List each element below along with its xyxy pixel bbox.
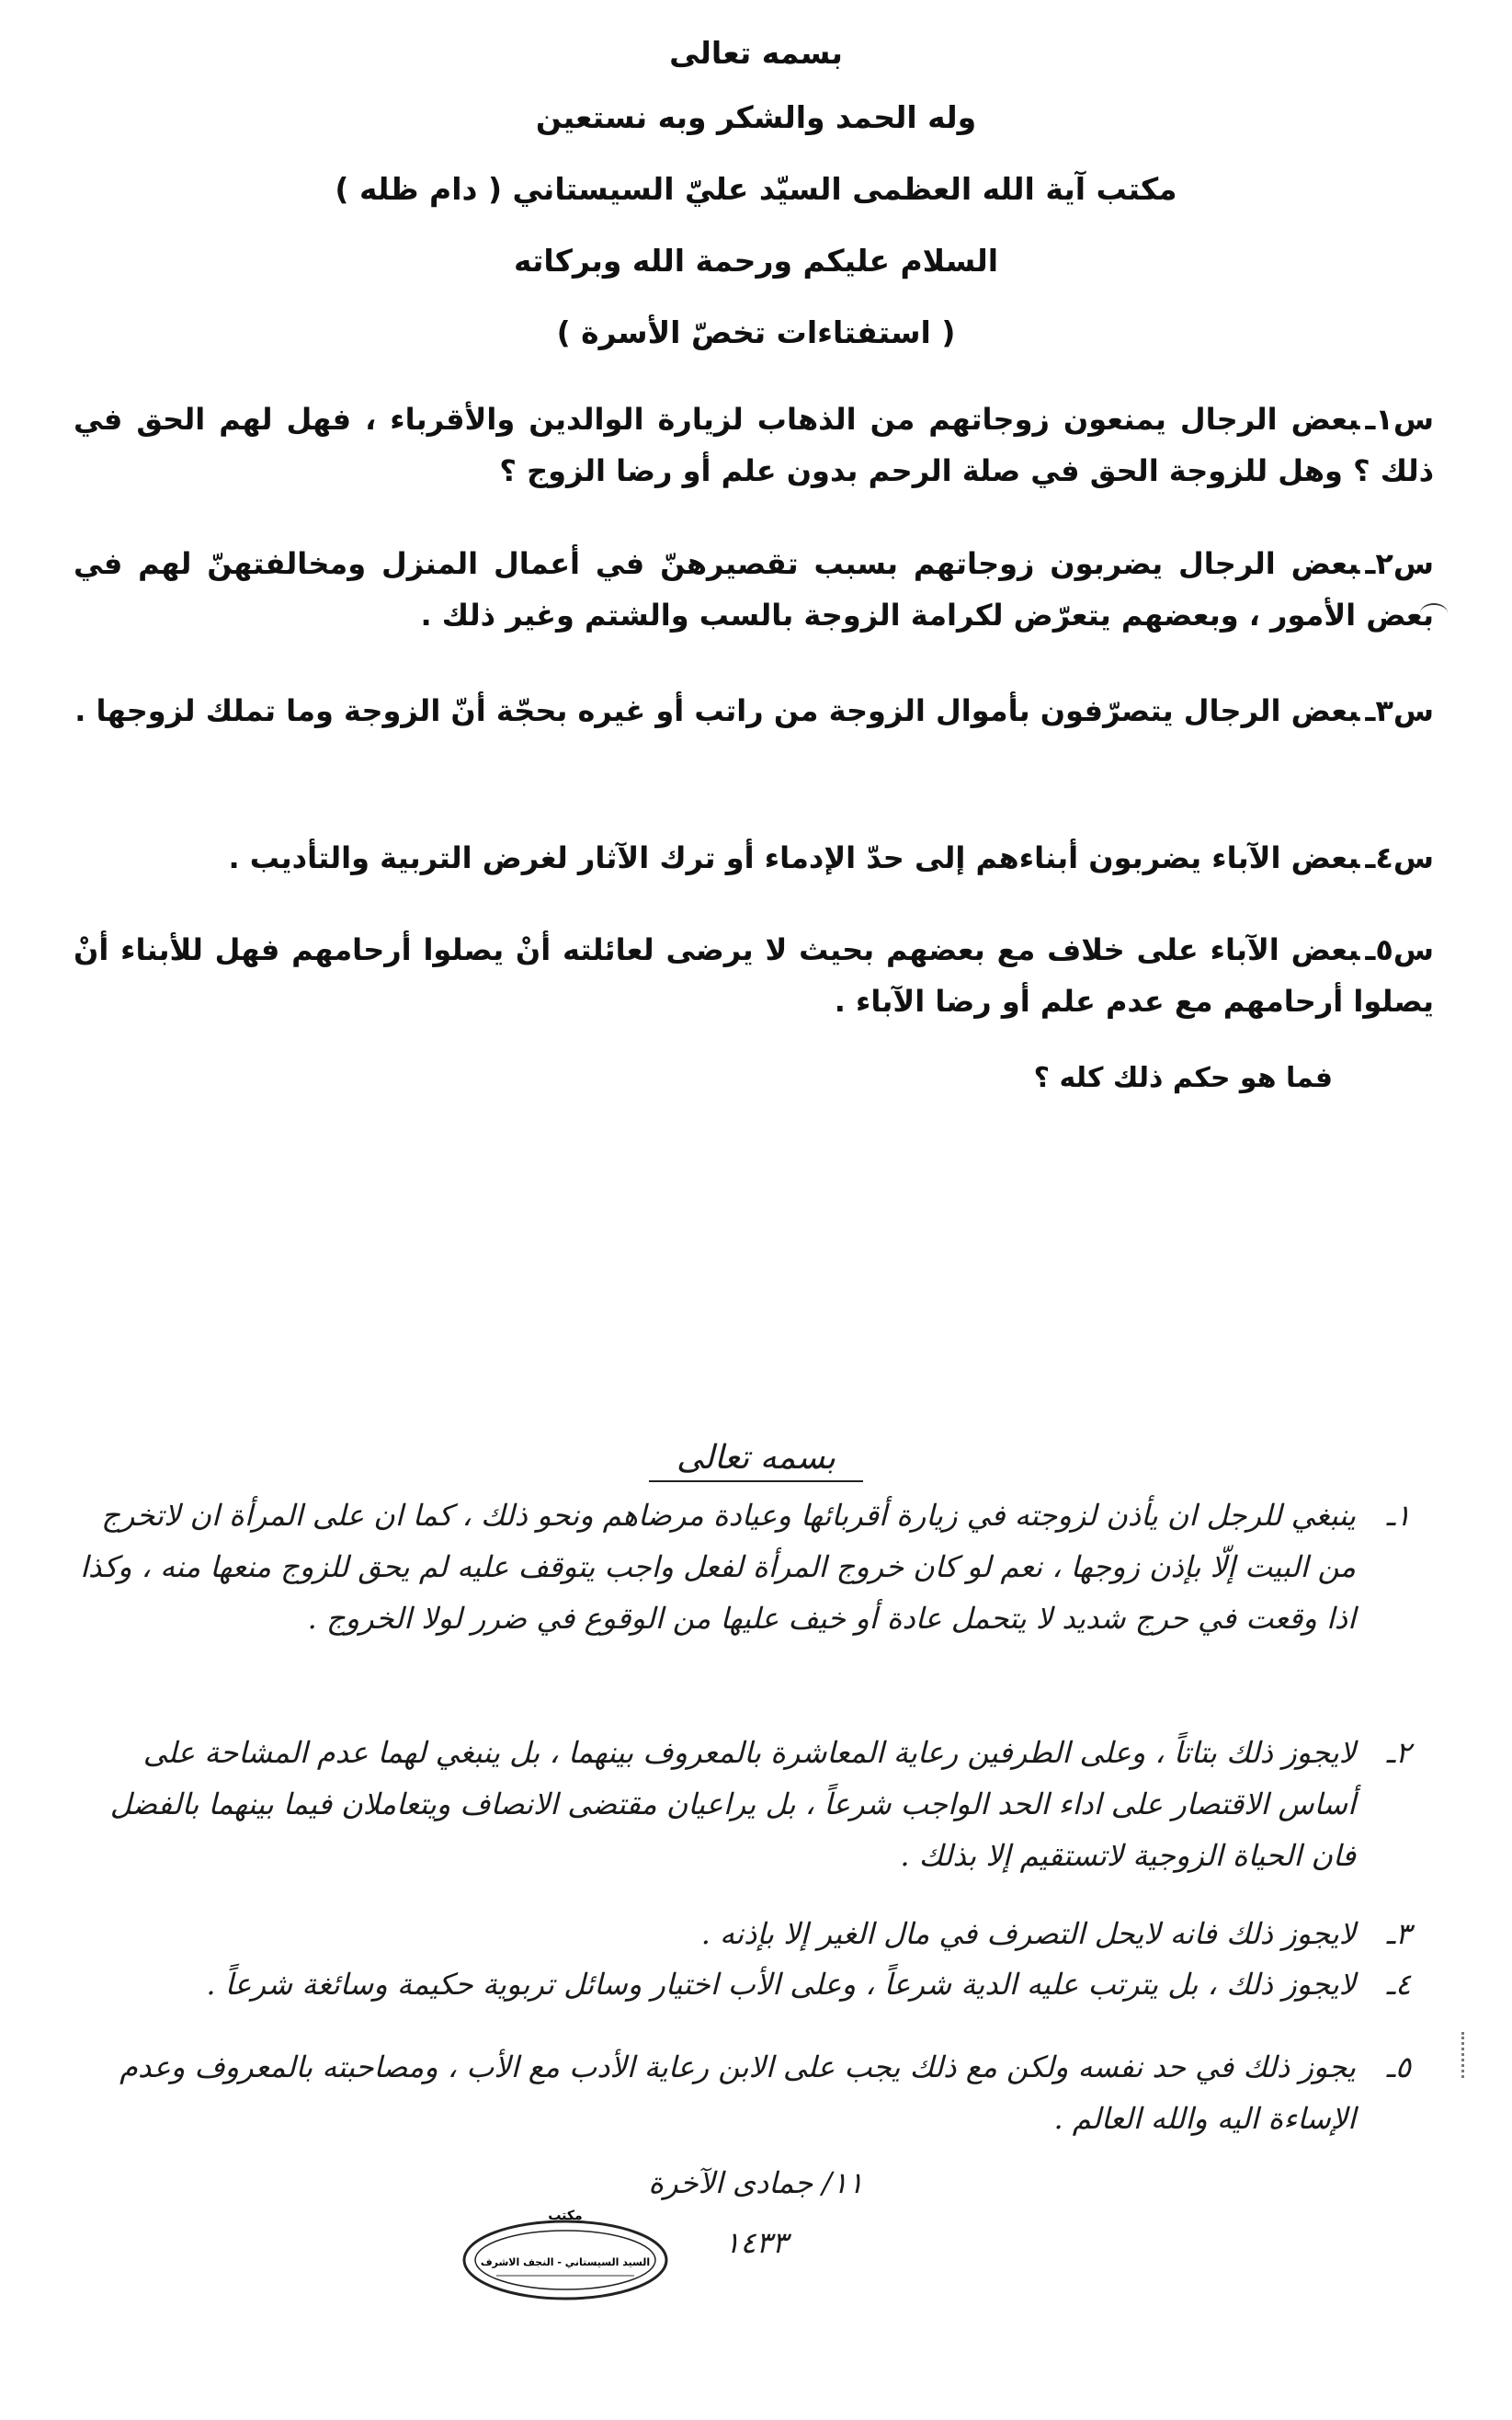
answer-4 [60, 1958, 1411, 2010]
question-number: س٥ـ [1365, 932, 1434, 967]
margin-mark [1461, 2032, 1473, 2078]
answer-2 [60, 1727, 1411, 1881]
office-seal-stamp [460, 2207, 671, 2303]
answer-number: ٤ـ [1386, 1967, 1411, 2002]
answer-basmala: بسمه تعالى [0, 1439, 1512, 1482]
answer-date: ١١/ جمادى الآخرة [648, 2165, 864, 2200]
answer-number: ١ـ [1386, 1498, 1411, 1533]
question-4 [74, 832, 1434, 884]
question-text: بعض الرجال يمنعون زوجاتهم من الذهاب لزيارة الوالدين والأقرباء ، فهل لهم الحق في ذلك ؟ وهل للزوجة الحق في صلة الرحم بدون علم أو رضا الزوج ؟ [74, 402, 1434, 488]
question-3 [74, 685, 1434, 736]
margin-mark [1420, 603, 1448, 623]
office-title: مكتب آية الله العظمى السيّد عليّ السيستاني ( دام ظله ) [335, 171, 1177, 207]
answer-number: ٥ـ [1386, 2049, 1411, 2084]
closing-question: فما هو حكم ذلك كله ؟ [1033, 1062, 1333, 1094]
question-1 [74, 394, 1434, 497]
basmala-heading: بسمه تعالى [669, 35, 843, 71]
subject-line: ( استفتاءات تخصّ الأسرة ) [556, 314, 956, 350]
answer-number: ٢ـ [1386, 1735, 1411, 1770]
question-number: س١ـ [1365, 402, 1434, 437]
answer-text: يجوز ذلك في حد نفسه ولكن مع ذلك يجب على الابن رعاية الأدب مع الأب ، ومصاحبته بالمعروف وعدم الإساءة اليه والله العالم . [119, 2049, 1356, 2136]
question-text: بعض الرجال يتصرّفون بأموال الزوجة من راتب أو غيره بحجّة أنّ الزوجة وما تملك لزوجها . [74, 693, 1360, 728]
stamp-text: السيد السيستاني - النجف الاشرف [480, 2256, 651, 2268]
answer-number: ٣ـ [1386, 1916, 1411, 1951]
question-5 [74, 924, 1434, 1027]
question-number: س٢ـ [1365, 546, 1434, 581]
question-text: بعض الرجال يضربون زوجاتهم بسبب تقصيرهنّ في أعمال المنزل ومخالفتهنّ لهم في بعض الأمور ، وبعضهم يتعرّض لكرامة الزوجة بالسب والشتم وغير ذلك . [74, 546, 1434, 633]
question-text: بعض الآباء على خلاف مع بعضهم بحيث لا يرضى لعائلته أنْ يصلوا أرحامهم فهل للأبناء أنْ يصلوا أرحامهم مع عدم علم أو رضا الآباء . [74, 932, 1434, 1019]
answer-text: لايجوز ذلك ، بل يترتب عليه الدية شرعاً ، وعلى الأب اختيار وسائل تربوية حكيمة وسائغة شرعاً . [206, 1967, 1356, 2002]
greeting-line: السلام عليكم ورحمة الله وبركاته [513, 243, 999, 279]
answer-text: لايجوز ذلك فانه لايحل التصرف في مال الغير إلا بإذنه . [700, 1916, 1356, 1951]
answer-3 [60, 1908, 1411, 1959]
stamp-label: مكتب [548, 2209, 583, 2223]
praise-line: وله الحمد والشكر وبه نستعين [535, 99, 977, 135]
answer-year: ١٤٣٣ [724, 2225, 788, 2260]
answer-text: ينبغي للرجل ان يأذن لزوجته في زيارة أقربائها وعيادة مرضاهم ونحو ذلك ، كما ان على المرأة ان لاتخرج من البيت إلّا بإذن زوجها ، نعم لو كان خروج المرأة لفعل واجب يتوقف عليه لم يحق للزوج منعها منه ، وكذا اذا وقعت في حرج شديد لا يتحمل عادة أو خيف عليها من الوقوع في ضرر لولا الخروج . [80, 1498, 1356, 1636]
answer-text: لايجوز ذلك بتاتاً ، وعلى الطرفين رعاية المعاشرة بالمعروف بينهما ، بل ينبغي لهما عدم المشاحة على أساس الاقتصار على اداء الحد الواجب شرعاً ، بل يراعيان مقتضى الانصاف ويتعاملان فيما بينهما بالفضل فان الحياة الزوجية لاتستقيم إلا بذلك . [109, 1735, 1356, 1873]
question-number: س٤ـ [1365, 840, 1434, 875]
answer-1 [60, 1490, 1411, 1644]
question-number: س٣ـ [1365, 693, 1434, 728]
question-text: بعض الآباء يضربون أبناءهم إلى حدّ الإدماء أو ترك الآثار لغرض التربية والتأديب . [228, 840, 1360, 875]
question-2 [74, 538, 1434, 641]
answer-5 [60, 2041, 1411, 2144]
